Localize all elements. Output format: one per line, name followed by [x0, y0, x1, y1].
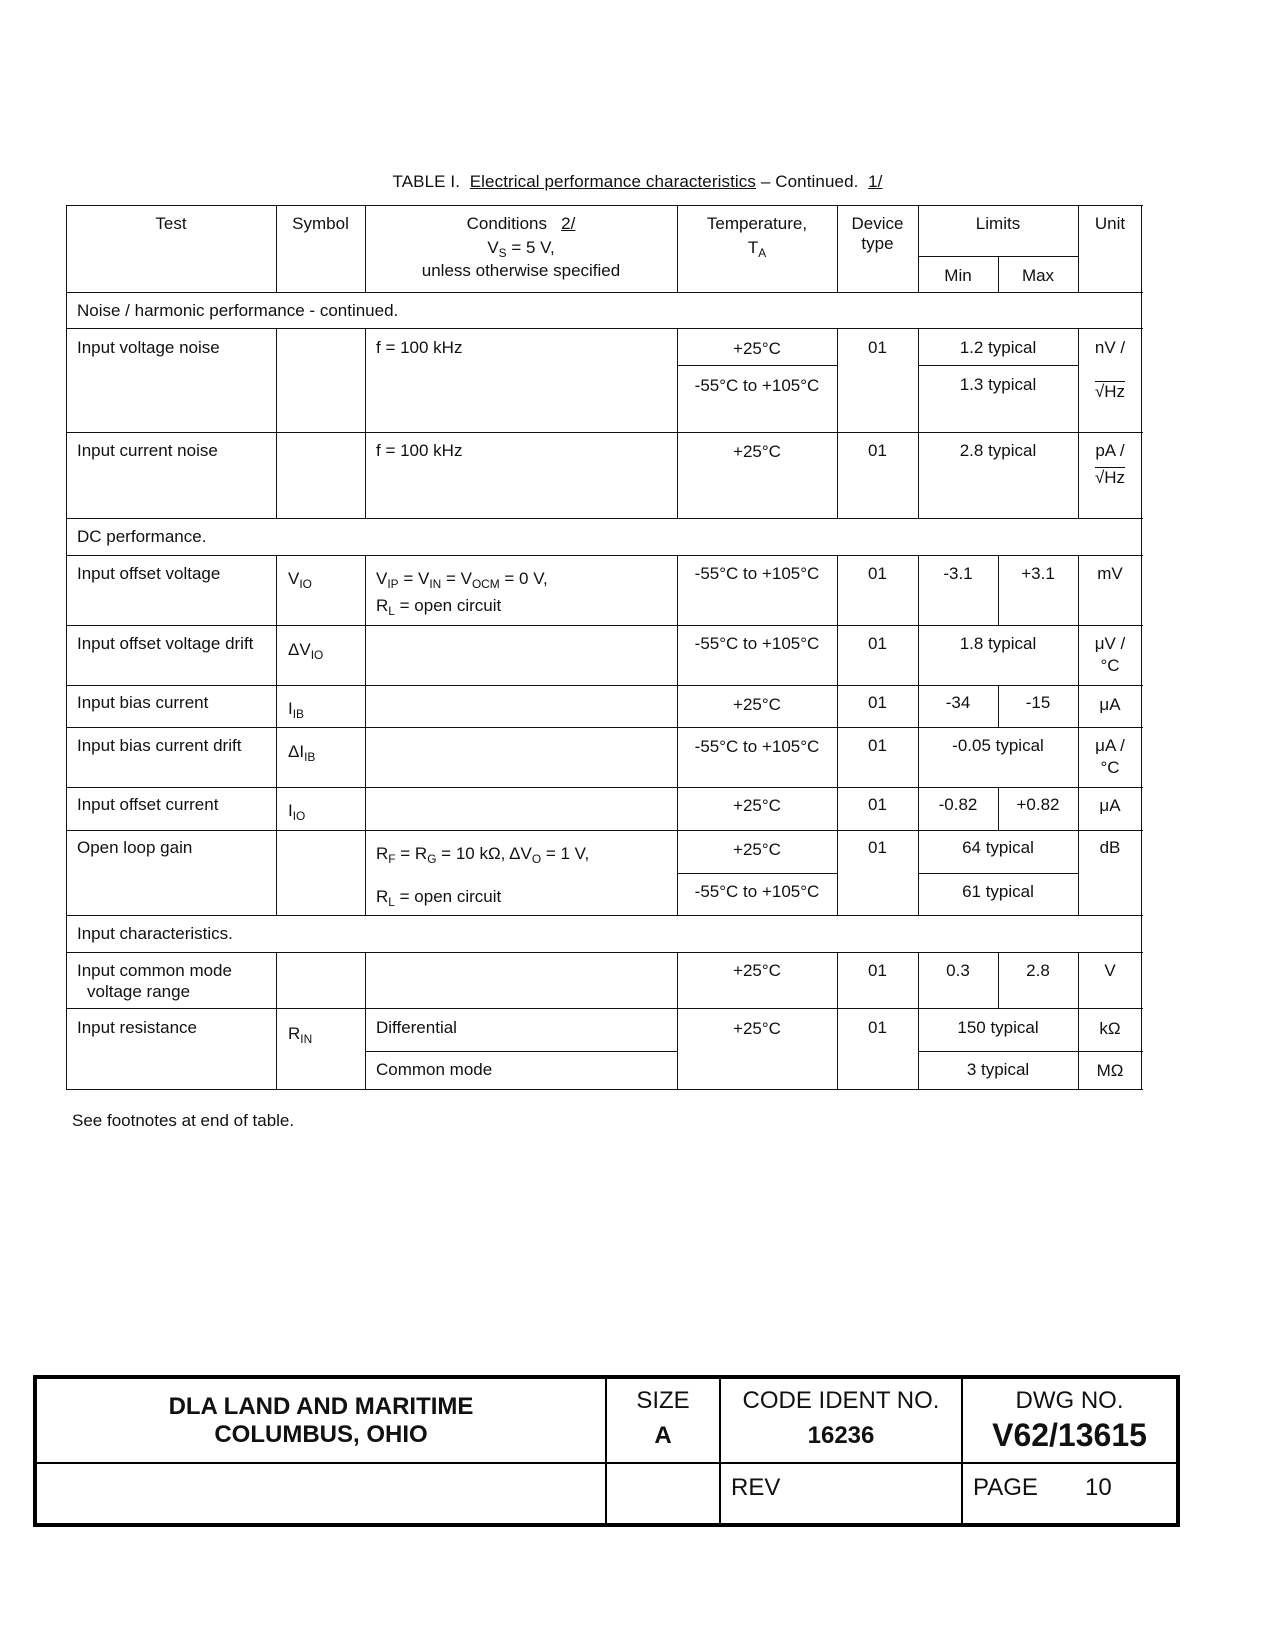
cond-sub: F [388, 852, 396, 867]
test-input-offset-voltage-drift: Input offset voltage drift [77, 634, 254, 653]
cond-part: R [376, 596, 389, 615]
rule [365, 555, 366, 915]
limit-ivn-1: 1.2 typical [959, 338, 1037, 357]
temp-ivn-1: +25°C [733, 339, 781, 358]
cond-part: = R [395, 844, 428, 863]
temp-vio: -55°C to +105°C [694, 564, 820, 583]
cond-sub: O [531, 852, 542, 867]
header-unit: Unit [1094, 214, 1126, 233]
unit-rin-2: MΩ [1096, 1061, 1124, 1080]
rule [66, 915, 1143, 916]
test-input-bias-current-drift: Input bias current drift [77, 736, 242, 755]
symbol-vio [288, 568, 312, 592]
limit-rin-1: 150 typical [957, 1018, 1039, 1037]
symbol-viod [288, 639, 324, 663]
header-symbol: Symbol [292, 214, 349, 233]
max-vio: +3.1 [1021, 564, 1055, 583]
device-iib: 01 [868, 693, 887, 712]
device-icmr: 01 [868, 961, 887, 980]
border [1176, 1375, 1180, 1527]
unit-ivn-1: nV / [1094, 338, 1126, 357]
table-caption [0, 172, 1275, 192]
unit-iibd-2: °C [1100, 758, 1120, 777]
page-label: PAGE [973, 1474, 1038, 1501]
condition-rin-2: Common mode [376, 1060, 493, 1079]
header-conditions-label: Conditions [466, 214, 547, 233]
test-input-offset-current: Input offset current [77, 795, 219, 814]
condition-ivn: f = 100 kHz [376, 338, 463, 357]
rev-label: REV [731, 1474, 781, 1501]
cond-sub: L [388, 895, 395, 910]
rule [365, 952, 366, 1089]
size-value: A [654, 1422, 672, 1449]
rule [66, 830, 1143, 831]
symbol-iio [288, 800, 306, 824]
header-temperature: Temperature, [706, 214, 808, 233]
test-input-bias-current: Input bias current [77, 693, 209, 712]
limit-olg-1: 64 typical [962, 838, 1034, 857]
unit-icn-1: pA / [1095, 441, 1125, 460]
unit-vio: mV [1097, 564, 1123, 583]
temp-iio: +25°C [733, 796, 781, 815]
rule [276, 555, 277, 915]
cond-part: = V [441, 569, 472, 588]
section-dc: DC performance. [77, 527, 207, 546]
device-icn: 01 [868, 441, 887, 460]
symbol-sub: IB [304, 750, 316, 765]
cond-sub: OCM [471, 577, 500, 592]
unit-iib: μA [1099, 695, 1121, 714]
ta-subscript: A [758, 246, 767, 261]
cond-part: = open circuit [394, 596, 502, 615]
min-vio: -3.1 [943, 564, 973, 583]
ta-symbol: T [747, 238, 759, 257]
rule [366, 1051, 677, 1052]
header-max: Max [1021, 266, 1055, 285]
rule [66, 952, 1143, 953]
section-noise: Noise / harmonic performance - continued. [77, 301, 399, 320]
test-input-current-noise: Input current noise [77, 441, 218, 460]
code-ident-label: CODE IDENT NO. [742, 1387, 940, 1414]
symbol-sub: IO [299, 577, 312, 592]
page-number: 10 [1085, 1474, 1112, 1501]
symbol-main: ΔI [288, 742, 305, 761]
test-input-resistance: Input resistance [77, 1018, 198, 1037]
symbol-main: ΔV [288, 640, 311, 659]
max-icmr: 2.8 [1026, 961, 1050, 980]
temp-olg-2: -55°C to +105°C [694, 882, 820, 901]
max-iio: +0.82 [1016, 795, 1060, 814]
cond-sub: IN [429, 577, 442, 592]
symbol-sub: IN [300, 1032, 313, 1047]
limit-rin-2: 3 typical [966, 1060, 1030, 1079]
conditions-footnote-ref: 2/ [561, 214, 576, 233]
unit-viod-1: μV / [1094, 634, 1126, 653]
header-ta [677, 237, 837, 261]
unit-viod-2: °C [1100, 656, 1120, 675]
temp-icn: +25°C [733, 442, 781, 461]
header-limits: Limits [975, 214, 1021, 233]
temp-icmr: +25°C [733, 961, 781, 980]
condition-olg-2 [376, 886, 502, 910]
temp-rin: +25°C [733, 1019, 781, 1038]
rule [66, 205, 67, 1090]
symbol-main: V [288, 569, 300, 588]
unit-icn-2: √Hz [1094, 468, 1126, 487]
rule [66, 727, 1143, 728]
section-input-characteristics: Input characteristics. [77, 924, 233, 943]
unit-iio: μA [1099, 796, 1121, 815]
min-icmr: 0.3 [946, 961, 970, 980]
unit-ivn-2: √Hz [1094, 382, 1126, 401]
limit-icn: 2.8 typical [959, 441, 1037, 460]
device-olg: 01 [868, 838, 887, 857]
org-name: DLA LAND AND MARITIME [168, 1393, 474, 1420]
unit-rin-1: kΩ [1099, 1019, 1121, 1038]
rule [66, 787, 1143, 788]
min-iib: -34 [945, 693, 971, 712]
test-input-common-mode-1: Input common mode [77, 961, 232, 980]
max-iib: -15 [1025, 693, 1051, 712]
temp-olg-1: +25°C [733, 840, 781, 859]
header-test: Test [155, 214, 187, 233]
vs-subscript: S [498, 246, 507, 261]
condition-vio-1 [376, 568, 548, 592]
symbol-main: I [288, 699, 293, 718]
rule [66, 685, 1143, 686]
header-conditions-vs [365, 237, 677, 261]
rule [66, 328, 1143, 329]
device-ivn: 01 [868, 338, 887, 357]
condition-rin-1: Differential [376, 1018, 457, 1037]
min-iio: -0.82 [938, 795, 978, 814]
cond-sub: G [427, 852, 437, 867]
vs-value: = 5 V, [506, 238, 555, 257]
title-block [33, 1375, 1180, 1527]
rule [918, 365, 1078, 366]
rule [677, 555, 678, 915]
cond-sub: IP [387, 577, 399, 592]
unit-iibd-1: μA / [1095, 736, 1125, 755]
device-rin: 01 [868, 1018, 887, 1037]
caption-suffix: – Continued. [760, 172, 859, 191]
cond-part: = open circuit [394, 887, 502, 906]
rule [918, 873, 1078, 874]
code-ident-value: 16236 [807, 1422, 875, 1449]
test-input-offset-voltage: Input offset voltage [77, 564, 221, 583]
rule [66, 205, 1143, 206]
cond-part: = V [398, 569, 430, 588]
test-input-voltage-noise: Input voltage noise [77, 338, 220, 357]
limit-olg-2: 61 typical [962, 882, 1034, 901]
limit-iibd: -0.05 typical [952, 736, 1044, 755]
size-label: SIZE [636, 1387, 690, 1414]
rule [66, 1008, 1143, 1009]
org-location: COLUMBUS, OHIO [214, 1421, 428, 1448]
symbol-rin [288, 1023, 313, 1047]
condition-olg-1 [376, 843, 590, 867]
header-conditions-note: unless otherwise specified [421, 261, 621, 280]
condition-vio-2 [376, 595, 502, 619]
unit-icmr: V [1104, 961, 1116, 980]
cond-sub: L [388, 604, 395, 619]
condition-icn: f = 100 kHz [376, 441, 463, 460]
cond-part: = 1 V, [541, 844, 590, 863]
cond-part: R [376, 844, 389, 863]
test-open-loop-gain: Open loop gain [77, 838, 193, 857]
temp-ivn-2: -55°C to +105°C [694, 376, 820, 395]
unit-olg: dB [1099, 838, 1121, 857]
symbol-sub: IB [292, 707, 304, 722]
rule [66, 625, 1143, 626]
caption-title: Electrical performance characteristics [469, 172, 757, 191]
rule [276, 952, 277, 1089]
rule [66, 292, 1143, 293]
header-device-type: type [861, 234, 894, 253]
device-viod: 01 [868, 634, 887, 653]
rule [918, 1051, 1143, 1052]
rule [365, 328, 366, 518]
dwg-no-value: V62/13615 [992, 1417, 1147, 1453]
caption-prefix: TABLE I. [392, 172, 461, 191]
symbol-iib [288, 698, 304, 722]
limit-ivn-2: 1.3 typical [959, 375, 1037, 394]
header-conditions [365, 213, 677, 234]
test-input-common-mode-2: voltage range [87, 982, 191, 1001]
rule [276, 328, 277, 518]
symbol-iibd [288, 741, 316, 765]
symbol-sub: IO [292, 809, 306, 824]
rule [66, 518, 1143, 519]
cond-part: V [376, 569, 388, 588]
rule [66, 432, 1143, 433]
header-device: Device [851, 214, 904, 233]
device-iio: 01 [868, 795, 887, 814]
temp-viod: -55°C to +105°C [694, 634, 820, 653]
temp-iib: +25°C [733, 695, 781, 714]
temp-iibd: -55°C to +105°C [694, 737, 820, 756]
caption-footnote-ref: 1/ [868, 172, 883, 191]
cond-part: = 10 kΩ, ΔV [436, 844, 532, 863]
device-vio: 01 [868, 564, 887, 583]
limit-viod: 1.8 typical [959, 634, 1037, 653]
cond-part: = 0 V, [499, 569, 548, 588]
symbol-sub: IO [310, 648, 324, 663]
rule [66, 1089, 1143, 1090]
dwg-no-label: DWG NO. [1015, 1387, 1124, 1414]
footnote: See footnotes at end of table. [72, 1111, 295, 1130]
rule [677, 365, 838, 366]
symbol-main: I [288, 801, 293, 820]
cond-part: R [376, 887, 389, 906]
rule [66, 555, 1143, 556]
rule [677, 873, 838, 874]
electrical-characteristics-table [66, 205, 1143, 1091]
vs-symbol: V [487, 238, 499, 257]
header-min: Min [944, 266, 972, 285]
device-iibd: 01 [868, 736, 887, 755]
symbol-main: R [288, 1024, 301, 1043]
